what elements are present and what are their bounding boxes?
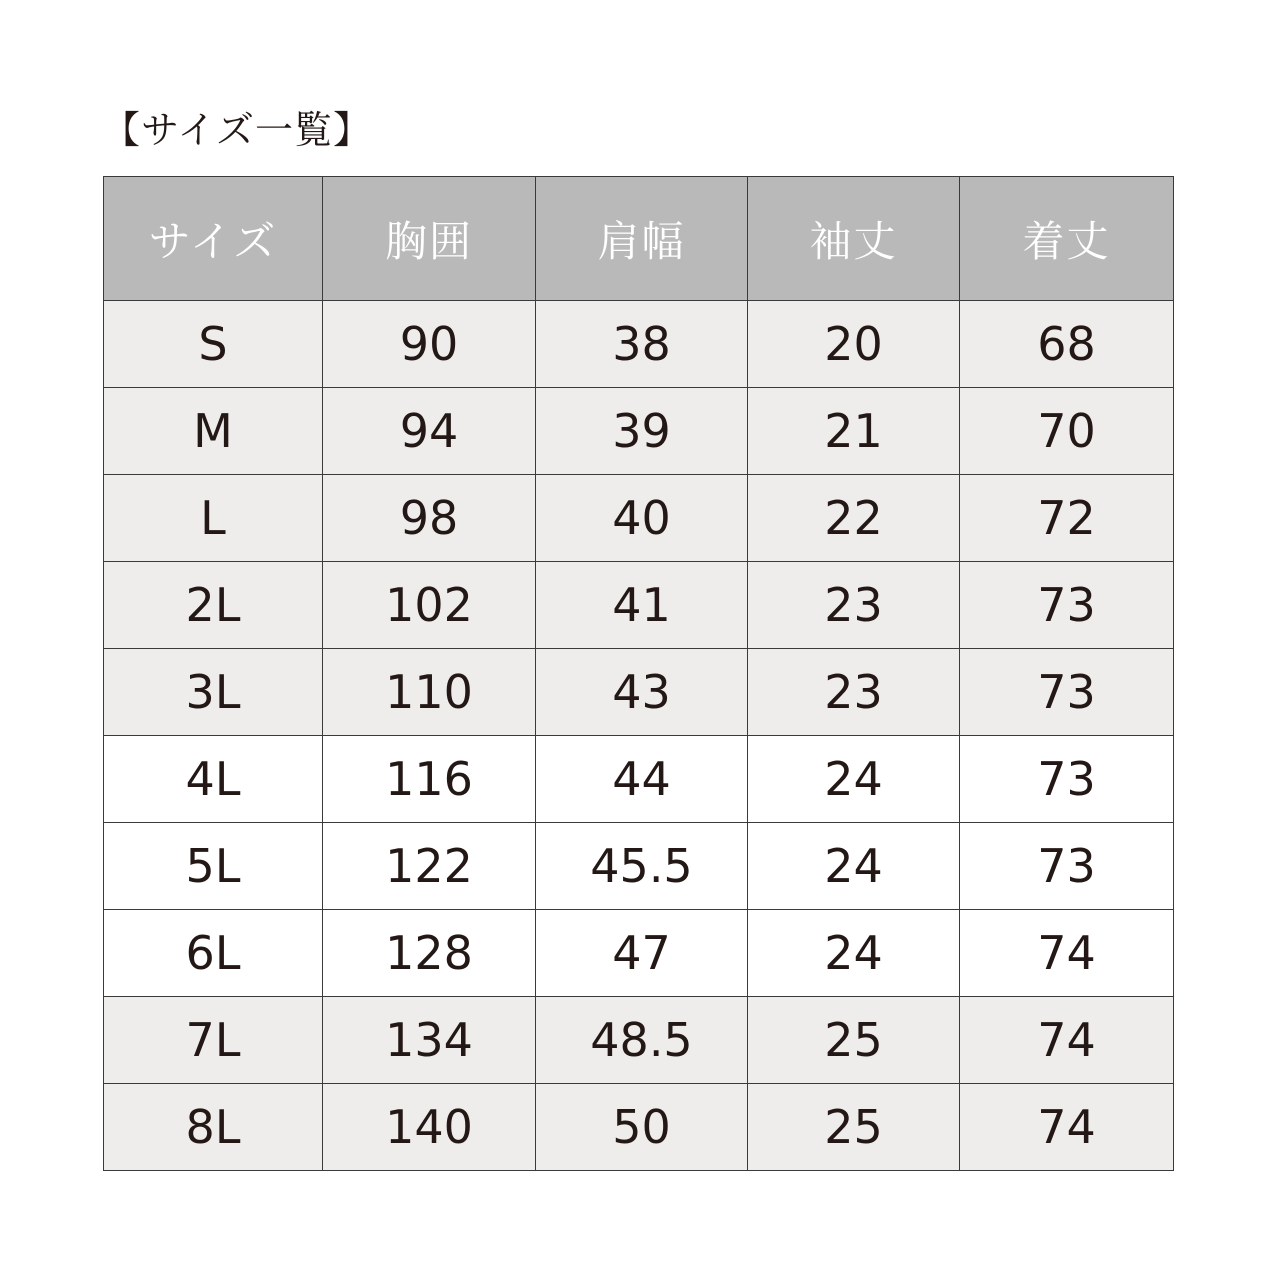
cell-sleeve-length: 22 — [748, 475, 960, 562]
table-row — [104, 301, 1174, 388]
cell-size: 6L — [104, 910, 323, 997]
cell-chest: 102 — [323, 562, 536, 649]
table-row — [104, 475, 1174, 562]
cell-sleeve-length: 25 — [748, 997, 960, 1084]
cell-chest: 134 — [323, 997, 536, 1084]
cell-shoulder-width: 38 — [536, 301, 748, 388]
table-row — [104, 997, 1174, 1084]
cell-size: M — [104, 388, 323, 475]
cell-body-length: 72 — [960, 475, 1174, 562]
cell-shoulder-width: 40 — [536, 475, 748, 562]
cell-chest: 98 — [323, 475, 536, 562]
cell-body-length: 74 — [960, 1084, 1174, 1171]
cell-chest: 90 — [323, 301, 536, 388]
table-row — [104, 388, 1174, 475]
cell-shoulder-width: 44 — [536, 736, 748, 823]
column-header-sleeve-length: 袖丈 — [748, 177, 960, 301]
cell-size: 7L — [104, 997, 323, 1084]
cell-body-length: 73 — [960, 649, 1174, 736]
table-row — [104, 1084, 1174, 1171]
cell-body-length: 68 — [960, 301, 1174, 388]
cell-body-length: 73 — [960, 562, 1174, 649]
cell-body-length: 73 — [960, 736, 1174, 823]
table-row — [104, 736, 1174, 823]
cell-chest: 122 — [323, 823, 536, 910]
cell-sleeve-length: 24 — [748, 823, 960, 910]
table-row — [104, 562, 1174, 649]
cell-body-length: 74 — [960, 910, 1174, 997]
cell-body-length: 73 — [960, 823, 1174, 910]
cell-shoulder-width: 50 — [536, 1084, 748, 1171]
cell-sleeve-length: 23 — [748, 562, 960, 649]
column-header-shoulder-width: 肩幅 — [536, 177, 748, 301]
cell-size: 8L — [104, 1084, 323, 1171]
cell-chest: 116 — [323, 736, 536, 823]
cell-shoulder-width: 43 — [536, 649, 748, 736]
column-header-size: サイズ — [104, 177, 323, 301]
cell-sleeve-length: 25 — [748, 1084, 960, 1171]
table-row — [104, 649, 1174, 736]
cell-size: 2L — [104, 562, 323, 649]
cell-chest: 94 — [323, 388, 536, 475]
cell-chest: 110 — [323, 649, 536, 736]
cell-shoulder-width: 41 — [536, 562, 748, 649]
column-header-body-length: 着丈 — [960, 177, 1174, 301]
cell-size: 3L — [104, 649, 323, 736]
cell-sleeve-length: 24 — [748, 910, 960, 997]
cell-sleeve-length: 20 — [748, 301, 960, 388]
cell-size: S — [104, 301, 323, 388]
cell-shoulder-width: 48.5 — [536, 997, 748, 1084]
page-title: 【サイズ一覧】 — [102, 108, 372, 152]
cell-body-length: 74 — [960, 997, 1174, 1084]
table-header-row — [104, 177, 1174, 301]
cell-chest: 140 — [323, 1084, 536, 1171]
cell-body-length: 70 — [960, 388, 1174, 475]
cell-shoulder-width: 47 — [536, 910, 748, 997]
cell-sleeve-length: 23 — [748, 649, 960, 736]
table-body — [104, 301, 1174, 1171]
cell-sleeve-length: 21 — [748, 388, 960, 475]
cell-size: 4L — [104, 736, 323, 823]
cell-shoulder-width: 45.5 — [536, 823, 748, 910]
table-row — [104, 823, 1174, 910]
cell-sleeve-length: 24 — [748, 736, 960, 823]
cell-shoulder-width: 39 — [536, 388, 748, 475]
cell-chest: 128 — [323, 910, 536, 997]
size-table — [103, 176, 1174, 1171]
cell-size: 5L — [104, 823, 323, 910]
cell-size: L — [104, 475, 323, 562]
table-row — [104, 910, 1174, 997]
column-header-chest: 胸囲 — [323, 177, 536, 301]
